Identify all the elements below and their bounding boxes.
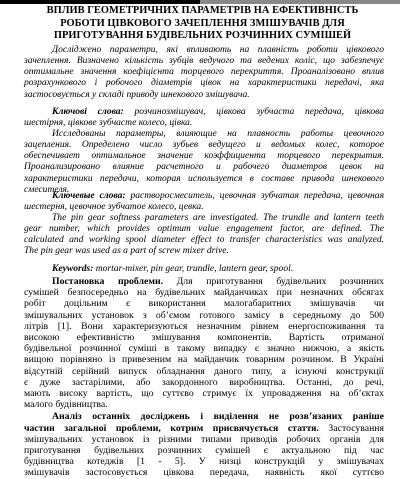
article-title [30, 5, 375, 43]
keywords-label: Ключові слова: [52, 106, 124, 117]
title-line: ПРИГОТУВАННЯ БУДІВЕЛЬНИХ РОЗЧИННИХ СУМІШЕЙ [53, 30, 352, 41]
paragraph-line: змішувачів застосовується цівкова передача, наявність якої суттєво [24, 467, 384, 479]
abstract-line: розрахункового і робочого діаметрів цівок на характеристики передачі, яка [24, 77, 384, 89]
keywords-label: Ключевые слова: [52, 190, 126, 201]
paragraph-line: є дуже застарілими, або закордонного виробництва. Останні, до речі, [24, 376, 384, 388]
paragraph-line: змішувальних установок з об’ємом готового замісу в середньому до 500 [24, 309, 384, 321]
abstract-english [24, 212, 384, 257]
section-heading: частин загальної проблеми, котрим присвячується стаття. [24, 422, 319, 434]
paragraph-line: високою ефективністю змішування компонентів. Вартість отриманої [24, 332, 384, 344]
abstract-line: обеспечивает оптимальное значение коэффициента торцевого перекрытия. [24, 150, 384, 162]
abstract-line: зацепления. Определено число зубьев ведущего и ведомых колес, которое [24, 139, 384, 151]
keywords-text: шестірня, цівкове зубчасте колесо, цівка. [24, 117, 193, 129]
paragraph-line: літрів [1]. Вони характеризуються незначним рівнем енергоспоживання та [24, 320, 384, 332]
keywords-text: шестерня, цевочное зубчатое колесо, цевка. [24, 201, 204, 213]
abstract-line: застосовується у складі приводу шнекового змішувача. [24, 88, 250, 100]
abstract-line: gear number, which provides optimum value engagement factor, are defined. The [24, 223, 384, 235]
keywords-text: розчинозмішувач, цівкова зубчаста передача, цівкова [134, 106, 385, 117]
keywords-ukrainian [24, 106, 384, 128]
abstract-line: Проанализировано влияние расчетного и рабочего диаметров цевок на [24, 161, 384, 173]
article-body [24, 276, 384, 479]
section-heading: Постановка проблеми. [52, 276, 164, 287]
paragraph-line: будівництва котеджів [1 - 5]. У низці конструкцій у змішувачах [24, 456, 384, 468]
paragraph-line: малого будівництва. [24, 399, 108, 411]
abstract-line: смесителя. [24, 183, 70, 195]
paragraph-line: відсутній серійний випуск обладнання даного типу, а існуючі конструкції [24, 365, 384, 377]
keywords-russian [24, 190, 384, 212]
abstract-ukrainian [24, 44, 384, 100]
keywords-text: mortar-mixer, pin gear, trundle, lantern gear, spool. [95, 263, 294, 274]
section-heading: Аналіз останніх досліджень і виділення не розв’язаних раніше [52, 411, 384, 423]
abstract-line: зачеплення. Визначено кількість зубців ведучого та ведених коліс, що забезпечує [24, 55, 384, 67]
title-line: РОБОТИ ЦІВКОВОГО ЗАЧЕПЛЕННЯ ЗМІШУВАЧІВ ДЛЯ [60, 17, 345, 29]
paragraph-line: робіт доцільним є використання малогабаритних змішувачів чи [24, 298, 384, 310]
paragraph-line: мають високу вартість, що суттєво стримує їх упровадження на об’єктах [24, 388, 384, 400]
paragraph-line: змішувальних установок із різними типами приводів робочих органів для [24, 433, 384, 445]
paragraph-line: вищою порівняно із привезеним на майданчик товарним розчином. В Україні [24, 354, 384, 366]
abstract-russian [24, 128, 384, 195]
abstract-line: Досліджено параметри, які впливають на плавність роботи цівкового [52, 44, 384, 55]
paragraph-line: сумішей безпосередньо на будівельних майданчиках при незначних обсягах [24, 287, 384, 299]
keywords-text: растворосмеситель, цевочная зубчатая передача, цевочная [130, 190, 385, 201]
abstract-line: calculated and working spool diameter effect to transfer characteristics was analyzed. [24, 234, 384, 246]
paragraph-text: Застосування [328, 422, 385, 434]
paragraph-line: приготування будівельних розчинних сумішей є актуальною під час [24, 445, 384, 457]
abstract-line: Исследованы параметры, влияющие на плавность работы цевочного [52, 128, 384, 139]
paragraph-text: Для приготування будівельних розчинних [176, 276, 384, 287]
abstract-line: оптимальне значення коефіцієнта торцевого перекриття. Проаналізовано вплив [24, 66, 384, 78]
abstract-line: The pin gear was used as a part of screw mixer drive. [24, 245, 229, 257]
paragraph-line: будівельної розчинної суміші в такому випадку є значно нижчою, а якість [24, 343, 384, 355]
abstract-line: The pin gear softness parameters are investigated. The trundle and lantern teeth [52, 212, 384, 223]
keywords-label: Keywords: [52, 263, 94, 274]
keywords-english [24, 263, 384, 274]
top-border-shade [200, 0, 400, 4]
abstract-line: характеристики передачи, которая используется в составе привода шнекового [24, 172, 384, 184]
title-line: ВПЛИВ ГЕОМЕТРИЧНИХ ПАРАМЕТРІВ НА ЕФЕКТИВНІСТЬ [46, 5, 359, 16]
